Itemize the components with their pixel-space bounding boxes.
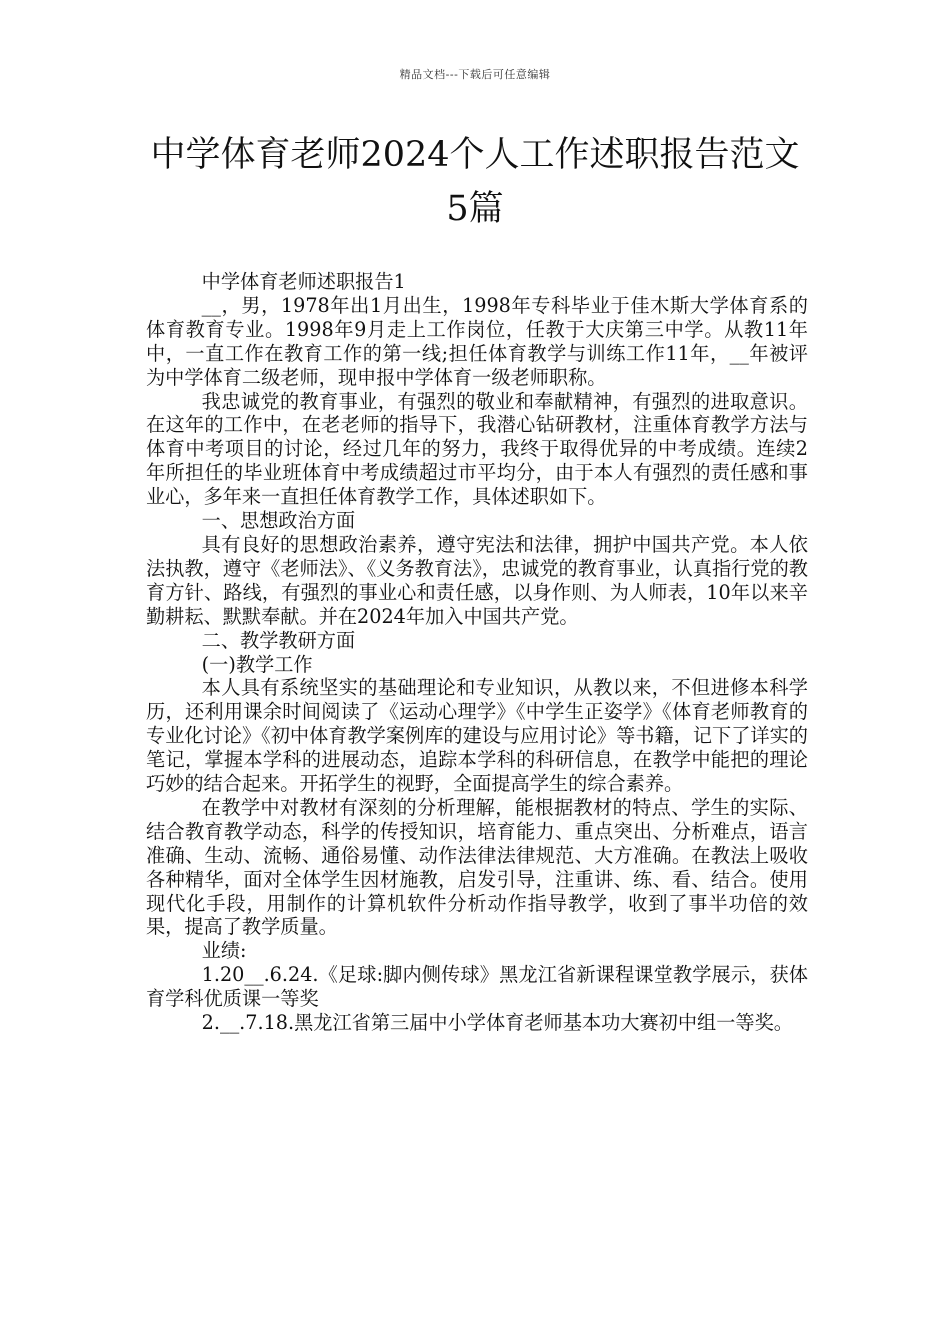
section-heading: 二、教学教研方面 [201,628,356,652]
header-note: 精品文档---下载后可任意编辑 [399,68,551,81]
achievements-label: 业绩: [201,939,247,963]
achievement-item: 2.__.7.18.黑龙江省第三届中小学体育老师基本功大赛初中组一等奖。 [201,1011,793,1035]
document-title [95,128,855,236]
body-paragraph: __，男，1978年出1月出生，1998年专科毕业于佳木斯大学体育系的体育教育专业。1998年9月走上工作岗位，任教于大庆第三中学。从教11年中，一直工作在教育工作的第一线;担任体育教学与训练工作11年，__年被评为中学体育二级老师，现申报中学体育一级老师职称。 [146,293,808,389]
section-heading: 一、思想政治方面 [201,509,356,533]
section-heading: 中学体育老师述职报告1 [201,270,406,293]
title-line-1: 中学体育老师2024个人工作述职报告范文 [150,135,800,175]
body-paragraph: 本人具有系统坚实的基础理论和专业知识，从教以来，不但进修本科学历，还利用课余时间阅读了《运动心理学》《中学生正姿学》《体育老师教育的专业化讨论》《初中体育教学案例库的建设与应用讨论》等书籍，记下了详实的笔记，掌握本学科的进展动态，追踪本学科的科研信息，在教学中能把的理论巧妙的结合起来。开拓学生的视野，全面提高学生的综合素养。 [146,676,808,796]
document-body [146,270,808,1035]
body-paragraph: 具有良好的思想政治素养，遵守宪法和法律，拥护中国共产党。本人依法执教，遵守《老师法》、《义务教育法》，忠诚党的教育事业，认真指行党的教育方针、路线，有强烈的事业心和责任感，以身作则、为人师表，10年以来辛勤耕耘、默默奉献。并在2024年加入中国共产党。 [146,532,808,628]
body-paragraph: 在教学中对教材有深刻的分析理解，能根据教材的特点、学生的实际、结合教育教学动态，科学的传授知识，培育能力、重点突出、分析难点，语言准确、生动、流畅、通俗易懂、动作法律法律规范、大方准确。在教法上吸收各种精华，面对全体学生因材施教，启发引导，注重讲、练、看、结合。使用现代化手段，用制作的计算机软件分析动作指导教学，收到了事半功倍的效果，提高了教学质量。 [146,795,808,939]
subsection-heading: (一)教学工作 [201,652,313,676]
title-line-2: 5篇 [446,189,504,229]
achievement-item: 1.20__.6.24.《足球:脚内侧传球》黑龙江省新课程课堂教学展示，获体育学科优质课一等奖 [146,963,808,1011]
body-paragraph: 我忠诚党的教育事业，有强烈的敬业和奉献精神，有强烈的进取意识。在这年的工作中，在老老师的指导下，我潜心钻研教材，注重体育教学方法与体育中考项目的讨论，经过几年的努力，我终于取得优异的中考成绩。连续2年所担任的毕业班体育中考成绩超过市平均分，由于本人有强烈的责任感和事业心，多年来一直担任体育教学工作，具体述职如下。 [146,389,808,509]
